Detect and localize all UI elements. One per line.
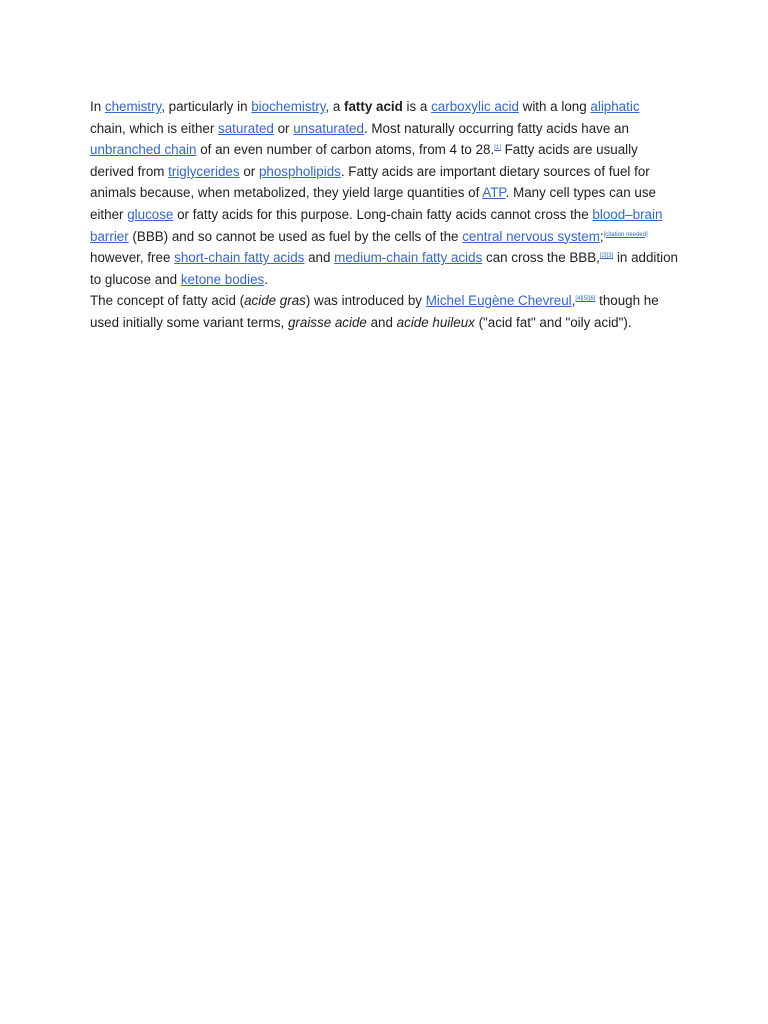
- link-unsaturated[interactable]: unsaturated: [293, 120, 364, 136]
- link-carboxylic-acid[interactable]: carboxylic acid: [431, 99, 519, 114]
- link-atp[interactable]: ATP: [482, 185, 506, 201]
- link-triglycerides[interactable]: triglycerides: [168, 163, 240, 179]
- link-ketone-bodies[interactable]: ketone bodies: [180, 271, 265, 287]
- link-biochemistry[interactable]: biochemistry: [251, 99, 326, 114]
- italic-graisse-acide: graisse acide: [287, 314, 367, 330]
- italic-acide-gras: acide gras: [244, 293, 306, 309]
- bold-term-fatty-acid: fatty acid: [344, 99, 403, 114]
- article-body: [90, 96, 678, 334]
- italic-acide-huileux: acide huileux: [396, 314, 475, 330]
- link-glucose[interactable]: glucose: [127, 206, 174, 222]
- reference-4-5-6: [575, 296, 595, 302]
- reference-link-4-5-6[interactable]: [4][5][6]: [575, 296, 596, 303]
- link-michel-eugene-chevreul[interactable]: Michel Eugène Chevreul: [425, 293, 572, 309]
- link-chemistry[interactable]: chemistry: [104, 99, 162, 114]
- link-saturated[interactable]: saturated: [218, 120, 274, 136]
- citation-needed-link[interactable]: [citation needed]: [603, 231, 648, 238]
- link-blood-brain-barrier[interactable]: blood–brain barrier: [90, 206, 663, 244]
- link-short-chain-fatty-acids[interactable]: short-chain fatty acids: [174, 250, 305, 266]
- link-aliphatic[interactable]: aliphatic: [590, 99, 640, 114]
- link-central-nervous-system[interactable]: central nervous system: [462, 228, 600, 244]
- link-phospholipids[interactable]: phospholipids: [258, 163, 341, 179]
- reference-link-1[interactable]: [1]: [494, 145, 501, 152]
- link-unbranched-chain[interactable]: unbranched chain: [90, 142, 197, 158]
- link-medium-chain-fatty-acids[interactable]: medium-chain fatty acids: [334, 250, 483, 266]
- paragraph-intro: In chemistry, particularly in biochemistry, a fatty acid is a carboxylic acid with a long aliphatic chain, which is either saturated or unsaturated. Most naturally occurring fatty acids have an unbranched chain of an even number of carbon atoms, from 4 to 28.[1] Fatty acids are usually derived from triglycerides or phospholipids. Fatty acids are important dietary sources of fuel for animals because, when metabolized, they yield large quantities of ATP. Many cell types can use either glucose or fatty acids for this purpose. Long-chain fatty acids cannot cross the blood–brain barrier (BBB) and so cannot be used as fuel by the cells of the central nervous system;[citation needed] however, free short-chain fatty acids and medium-chain fatty acids can cross the BBB,[2][3] in addition to glucose and ketone bodies.: [90, 99, 678, 287]
- reference-1: [494, 145, 501, 151]
- reference-link-2-3[interactable]: [2][3]: [599, 253, 614, 260]
- paragraph-history: The concept of fatty acid (acide gras) was introduced by Michel Eugène Chevreul,[4][5][6] though he used initially some variant terms, graisse acide and acide huileux ("acid fat" and "oily acid").: [90, 293, 659, 330]
- reference-2-3: [600, 253, 613, 259]
- citation-needed: [604, 232, 648, 238]
